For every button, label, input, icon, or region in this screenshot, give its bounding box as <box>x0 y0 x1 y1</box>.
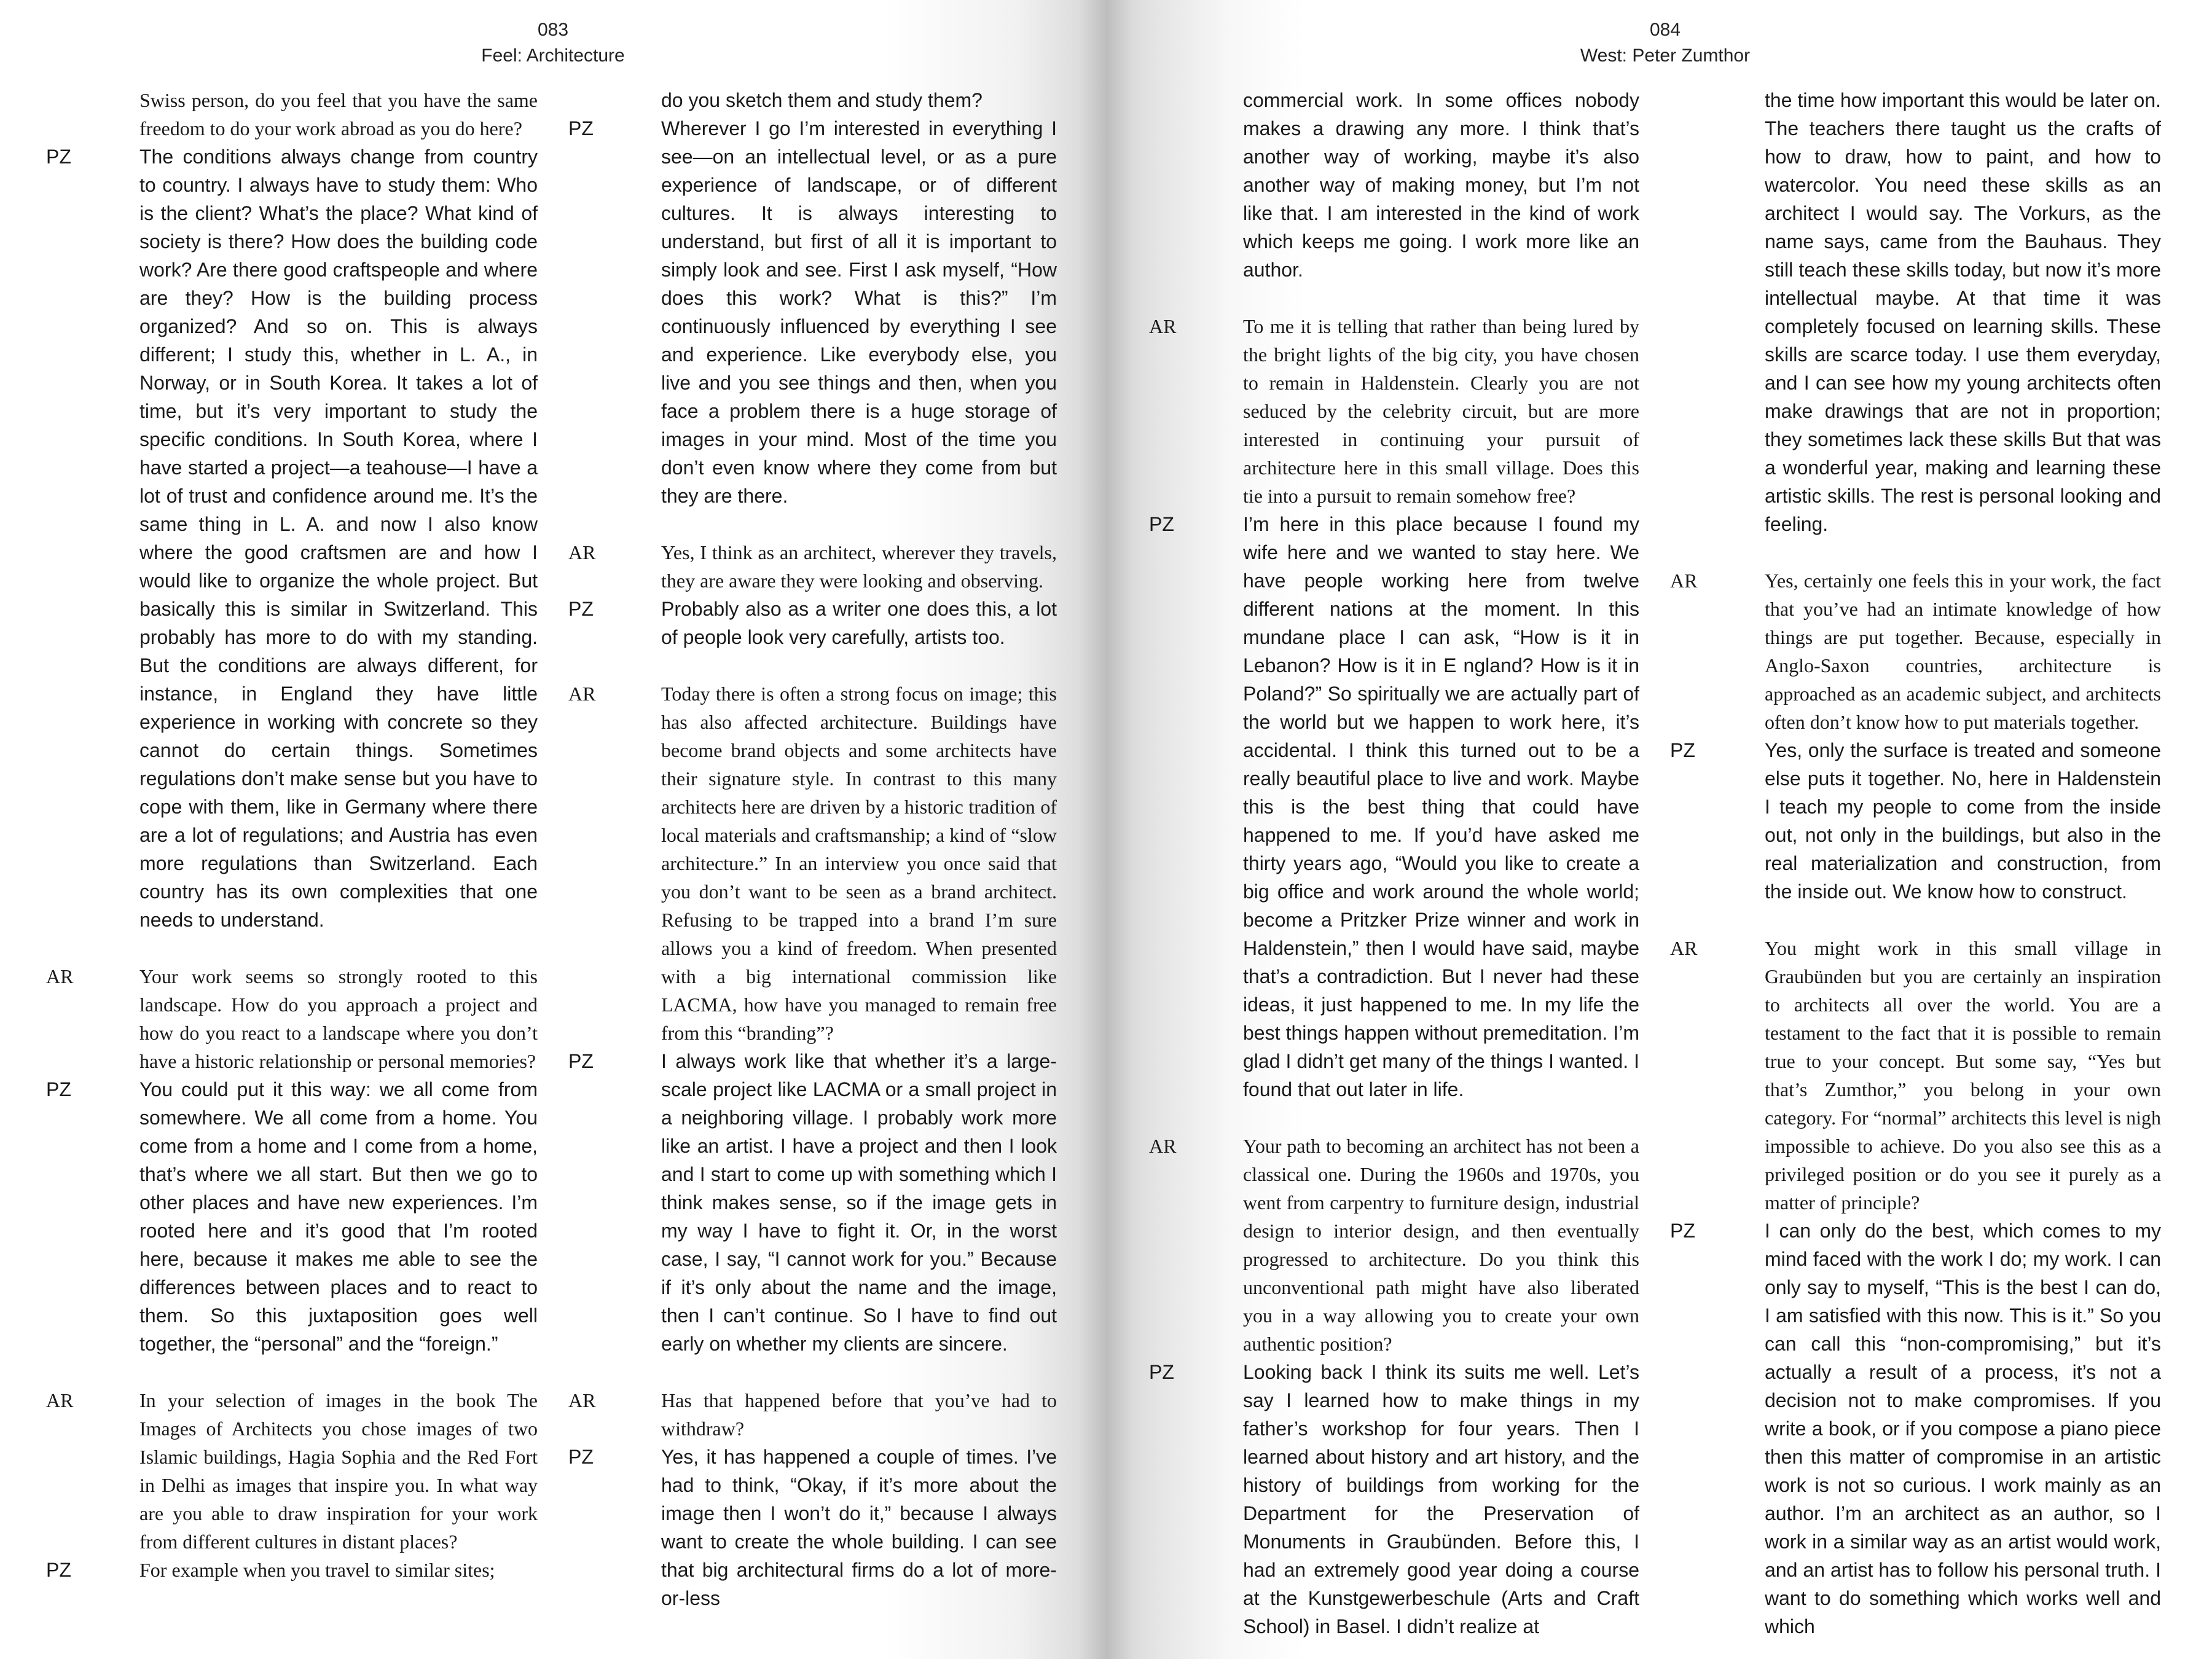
question-text: Yes, I think as an architect, wherever they travels, they are aware they were looking and observing. <box>661 541 1057 592</box>
speaker-label: PZ <box>1670 739 1695 761</box>
answer-text: I always work like that whether it’s a large-scale project like LACMA or a small project in a neighboring village. I probably work more like an artist. I have a project and then I look and I start to come up with something which I think makes sense, so if the image gets in my way I have to fight it. Or, in the worst case, I say, “I cannot work for you.” Because if it’s only about the name and the image, then I can’t continue. So I have to find out early on whether my clients are sincere. <box>661 1050 1057 1355</box>
interview-entry <box>1670 934 2161 1217</box>
question-text: You might work in this small village in Graubünden but you are certainly an inspiration to architects all over the world. You are a testament to the fact that it is possible to remain true to your concept. But some say, “Yes but that’s Zumthor,” you belong in your own category. For “normal” architects this level is nigh impossible to achieve. Do you also see this as a privileged position or do you see it purely as a matter of principle? <box>1765 937 2161 1214</box>
question-text: Yes, certainly one feels this in your work, the fact that you’ve had an intimate knowledge of how things are put together. Because, especially in Anglo-Saxon countries, architecture is approached as an academic subject, and architects often don’t know how to put materials together. <box>1765 570 2161 733</box>
question-text: Today there is often a strong focus on image; this has also affected architecture. Buildings have become brand objects and some architects have their signature style. In contrast to this many architects here are driven by a historic tradition of local materials and craftsmanship; a kind of “slow architecture.” In an interview you once said that you don’t want to be seen as a brand architect. Refusing to be trapped into a brand I’m sure allows you a kind of freedom. When presented with a big international commission like LACMA, how have you managed to remain free from this “branding”? <box>661 683 1057 1044</box>
interview-entry <box>46 962 538 1075</box>
answer-text: Yes, it has happened a couple of times. I’ve had to think, “Okay, if it’s more about the image then I won’t do it,” because I always want to create the whole building. I can see that big architectural firms do a lot of more-or-less <box>661 1446 1057 1609</box>
question-text: To me it is telling that rather than being lured by the bright lights of the big city, you have chosen to remain in Haldenstein. Clearly you are not seduced by the celebrity circuit, but are more interested in continuing your pursuit of architecture here in this small village. Does this tie into a pursuit to remain somehow free? <box>1243 315 1639 507</box>
interview-entry <box>1243 86 1639 284</box>
answer-text: Probably also as a writer one does this, a lot of people look very carefully, artists too. <box>661 598 1057 648</box>
speaker-label: AR <box>568 1389 596 1411</box>
question-text: Has that happened before that you’ve had to withdraw? <box>661 1389 1057 1440</box>
interview-entry <box>1149 1132 1639 1358</box>
speaker-label: AR <box>568 541 596 563</box>
speaker-label: PZ <box>1149 1361 1174 1383</box>
interview-entry <box>568 595 1057 651</box>
interview-entry <box>568 1047 1057 1358</box>
interview-entry <box>46 143 538 934</box>
interview-entry <box>568 680 1057 1047</box>
interview-entry <box>568 1443 1057 1612</box>
interview-entry <box>46 1075 538 1358</box>
text-column <box>1149 86 1639 1637</box>
speaker-label: PZ <box>1149 513 1174 535</box>
interview-entry <box>1149 312 1639 510</box>
speaker-label: PZ <box>568 1050 594 1072</box>
speaker-label: PZ <box>568 598 594 620</box>
text-column <box>46 86 538 1622</box>
speaker-label: AR <box>46 965 74 987</box>
interview-entry <box>46 1386 538 1556</box>
speaker-label: PZ <box>568 117 594 139</box>
book-gutter <box>1078 0 1134 1659</box>
interview-entry <box>139 86 538 143</box>
page-number: 084 <box>1649 20 1681 40</box>
page-number: 083 <box>537 20 569 40</box>
speaker-label: AR <box>1670 937 1698 959</box>
interview-entry <box>46 1556 538 1584</box>
interview-entry <box>1670 1217 2161 1641</box>
speaker-label: PZ <box>46 146 71 168</box>
speaker-label: AR <box>46 1389 74 1411</box>
question-text: Swiss person, do you feel that you have the same freedom to do your work abroad as you do here? <box>139 89 538 139</box>
interview-entry <box>568 114 1057 510</box>
interview-entry <box>661 86 1057 114</box>
interview-entry <box>1670 736 2161 906</box>
question-text: In your selection of images in the book The Images of Architects you chose images of two Islamic buildings, Hagia Sophia and the Red Fort in Delhi as images that inspire you. In what way are you able to draw inspiration for your work from different cultures in distant places? <box>139 1389 538 1553</box>
text-column <box>568 86 1057 1622</box>
answer-text: Looking back I think its suits me well. Let’s say I learned how to make things in my father’s workshop for four years. Then I learned about history and art history, and the history of buildings from working for the Department for the Preservation of Monuments in Graubünden. Before this, I had an extremely good year doing a course at the Kunstgewerbeschule (Arts and Craft School) in Basel. I didn’t realize at <box>1243 1361 1639 1637</box>
answer-text: commercial work. In some offices nobody makes a drawing any more. I think that’s another way of working, maybe it’s also another way of making money, but I’m not like that. I am interested in the kind of work which keeps me going. I work more like an author. <box>1243 89 1639 281</box>
speaker-label: PZ <box>568 1446 594 1468</box>
page-right <box>1106 0 2212 1659</box>
page-header <box>473 17 633 69</box>
answer-text: Yes, only the surface is treated and someone else puts it together. No, here in Haldenstein I teach my people to come from the inside out, not only in the buildings, but also in the real materialization and construction, from the inside out. We know how to construct. <box>1765 739 2161 903</box>
speaker-label: AR <box>1670 570 1698 592</box>
question-text: Your path to becoming an architect has not been a classical one. During the 1960s and 1970s, you went from carpentry to furniture design, industrial design to interior design, and then eventually progressed to architecture. Do you think this unconventional path might have also liberated you in a way allowing you to create your own authentic position? <box>1243 1135 1639 1355</box>
page-header <box>1573 17 1757 69</box>
section-title: West: Peter Zumthor <box>1580 45 1751 66</box>
section-title: Feel: Architecture <box>481 45 625 66</box>
interview-entry <box>1670 567 2161 736</box>
interview-entry <box>568 538 1057 595</box>
question-text: Your work seems so strongly rooted to this landscape. How do you approach a project and how do you react to a landscape where you don’t have a historic relationship or personal memories? <box>139 965 538 1072</box>
answer-text: the time how important this would be later on. The teachers there taught us the crafts of how to draw, how to paint, and how to watercolor. You need these skills as an architect I would say. The Vorkurs, as the name says, came from the Bauhaus. They still teach these skills today, but now it’s more intellectual maybe. At that time it was completely focused on learning skills. These skills are scarce today. I use them everyday, and I can see how my young architects often make drawings that are not in proportion; they sometimes lack these skills But that was a wonderful year, making and learning these artistic skills. The rest is personal looking and feeling. <box>1765 89 2161 535</box>
answer-text: Wherever I go I’m interested in everything I see—on an intellectual level, or as a pure experience of landscape, or of different cultures. It is always interesting to understand, but first of all it is important to simply look and see. First I ask myself, “How does this work? What is this?” I’m continuously influenced by everything I see and experience. Like everybody else, you live and you see things and then, when you face a problem there is a huge storage of images in your mind. Most of the time you don’t even know where they come from but they are there. <box>661 117 1057 507</box>
speaker-label: PZ <box>46 1559 71 1581</box>
answer-text: do you sketch them and study them? <box>661 89 982 111</box>
interview-entry <box>1149 510 1639 1104</box>
speaker-label: PZ <box>46 1078 71 1100</box>
speaker-label: PZ <box>1670 1220 1695 1242</box>
interview-entry <box>1765 86 2161 538</box>
interview-entry <box>1149 1358 1639 1641</box>
answer-text: You could put it this way: we all come from somewhere. We all come from a home. You come from a home and I come from a home, that’s where we all start. But then we go to other places and have new experiences. I’m rooted here and it’s good that I’m rooted here, because it makes me able to see the differences between places and to react to them. So this juxtaposition goes well together, the “personal” and the “foreign.” <box>139 1078 538 1355</box>
answer-text: I’m here in this place because I found my wife here and we wanted to stay here. We have people working here from twelve different nations at the moment. In this mundane place I can ask, “How is it in Lebanon? How is it in E ngland? How is it in Poland?” So spiritually we are actually part of the world but we happen to work here, it’s accidental. I think this turned out to be a really beautiful place to live and work. Maybe this is the best thing that could have happened to me. If you’d have asked me thirty years ago, “Would you like to create a big office and work around the whole world; become a Pritzker Prize winner and work in Haldenstein,” then I would have said, maybe that’s a contradiction. But I never had these ideas, it just happened to me. In my life the best things happen without premeditation. I’m glad I didn’t get many of the things I wanted. I found that out later in life. <box>1243 513 1639 1100</box>
speaker-label: AR <box>1149 315 1177 337</box>
interview-entry <box>568 1386 1057 1443</box>
answer-text: I can only do the best, which comes to my mind faced with the work I do; my work. I can only say to myself, “This is the best I can do, I am satisfied with this now. This is it.” So you can call this “non-compromising,” but it’s actually a result of a process, it’s not a decision not to make compromises. If you write a book, or if you compose a piano piece then this matter of compromise in an artistic work is not so curious. I work mainly as an author. I’m an architect as an author, so I work in a similar way as an artist would work, and an artist has to follow his personal truth. I want to do something which works well and which <box>1765 1220 2161 1637</box>
speaker-label: AR <box>1149 1135 1177 1157</box>
text-column <box>1670 86 2161 1637</box>
question-text: For example when you travel to similar sites; <box>139 1559 495 1581</box>
answer-text: The conditions always change from country to country. I always have to study them: Who is the client? What’s the place? What kind of society is there? How does the building code work? Are there good craftspeople and where are they? How is the building process organized? And so on. This is always different; I study this, whether in L. A., in Norway, or in South Korea. It takes a lot of time, but it’s very important to study the specific conditions. In South Korea, where I have started a project—a teahouse—I have a lot of trust and confidence around me. It’s the same thing in L. A. and now I also know where the good craftsmen are and how I would like to organize the whole project. But basically this is similar in Switzerland. This probably has more to do with my standing. But the conditions are always different, for instance, in England they have little experience in working with concrete so they cannot do certain things. Sometimes regulations don’t make sense but you have to cope with them, like in Germany where there are a lot of regulations; and Austria has even more regulations than Switzerland. Each country has its own complexities that one needs to understand. <box>139 146 538 931</box>
speaker-label: AR <box>568 683 596 705</box>
